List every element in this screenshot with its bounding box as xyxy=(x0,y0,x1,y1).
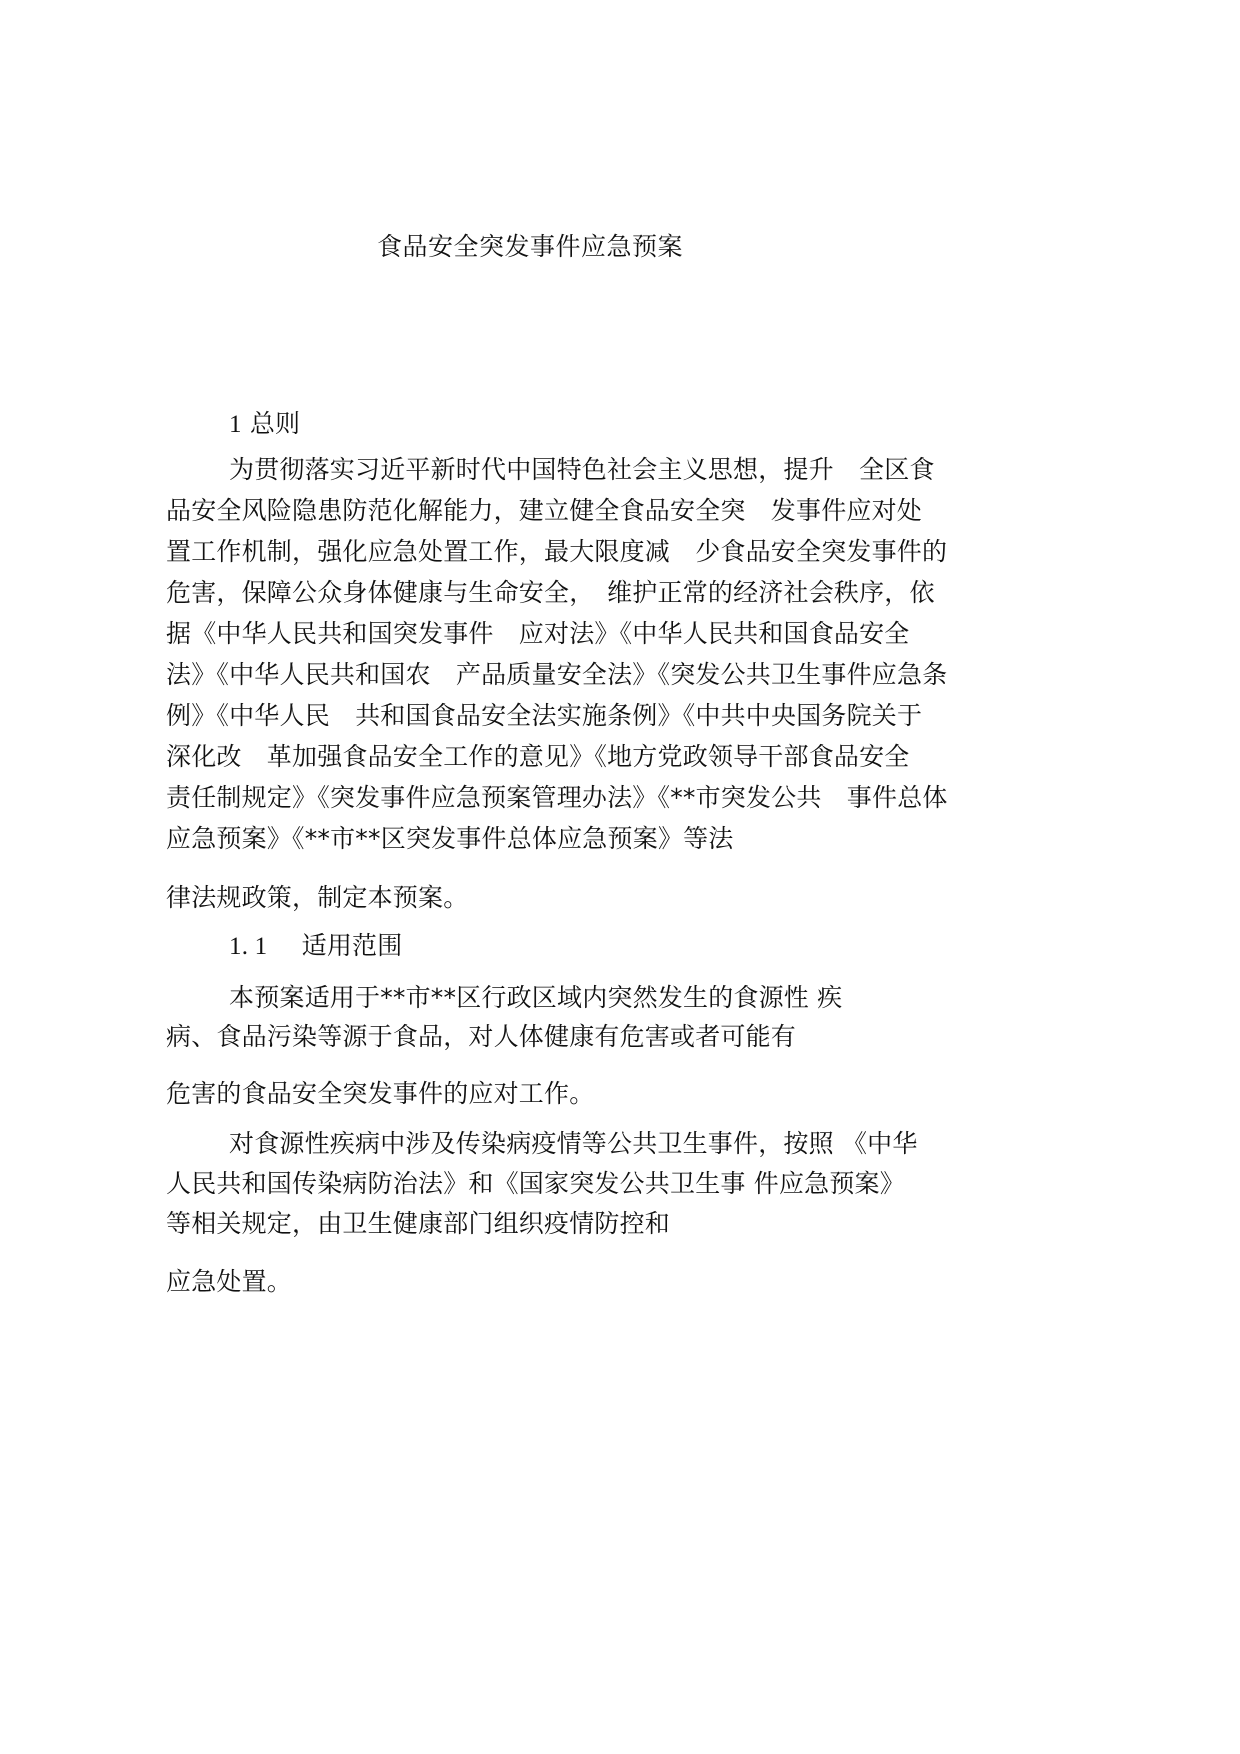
section-heading-general xyxy=(229,406,300,443)
paragraph-line: 危害，保障公众身体健康与生命安全， 维护正常的经济社会秩序，依 xyxy=(166,578,935,607)
paragraph-line: 例》《中华人民 共和国食品安全法实施条例》《中共中央国务院关于 xyxy=(166,701,923,730)
paragraph-line: 本预案适用于**市**区行政区域内突然发生的食源性 疾 xyxy=(229,983,843,1012)
paragraph-line: 危害的食品安全突发事件的应对工作。 xyxy=(166,1079,595,1108)
paragraph-line: 品安全风险隐患防范化解能力，建立健全食品安全突 发事件应对处 xyxy=(166,496,923,525)
paragraph-line: 法》《中华人民共和国农 产品质量安全法》《突发公共卫生事件应急条 xyxy=(166,660,948,689)
paragraph-line: 病、食品污染等源于食品，对人体健康有危害或者可能有 xyxy=(166,1022,797,1051)
paragraph-line: 应急处置。 xyxy=(166,1267,293,1296)
paragraph-line: 置工作机制，强化应急处置工作，最大限度减 少食品安全突发事件的 xyxy=(166,537,948,566)
document-title: 食品安全突发事件应急预案 xyxy=(376,232,683,261)
section-number: 1 xyxy=(229,411,242,438)
section-title: 总则 xyxy=(249,409,301,438)
section-heading-scope xyxy=(229,928,402,965)
paragraph-line: 应急预案》《**市**区突发事件总体应急预案》等法 xyxy=(166,824,734,853)
paragraph-line: 对食源性疾病中涉及传染病疫情等公共卫生事件，按照 《中华 xyxy=(229,1129,918,1158)
paragraph-line: 责任制规定》《突发事件应急预案管理办法》《**市突发公共 事件总体 xyxy=(166,783,948,812)
paragraph-line: 人民共和国传染病防治法》和《国家突发公共卫生事 件应急预案》 xyxy=(166,1169,905,1198)
paragraph-line: 据《中华人民共和国突发事件 应对法》《中华人民共和国食品安全 xyxy=(166,619,910,648)
paragraph-line: 为贯彻落实习近平新时代中国特色社会主义思想，提升 全区食 xyxy=(229,455,935,484)
paragraph-line: 深化改 革加强食品安全工作的意见》《地方党政领导干部食品安全 xyxy=(166,742,910,771)
paragraph-line: 等相关规定，由卫生健康部门组织疫情防控和 xyxy=(166,1209,671,1238)
section-title: 适用范围 xyxy=(301,931,403,960)
paragraph-line: 律法规政策，制定本预案。 xyxy=(166,883,469,912)
section-number: 1. 1 xyxy=(229,933,268,960)
